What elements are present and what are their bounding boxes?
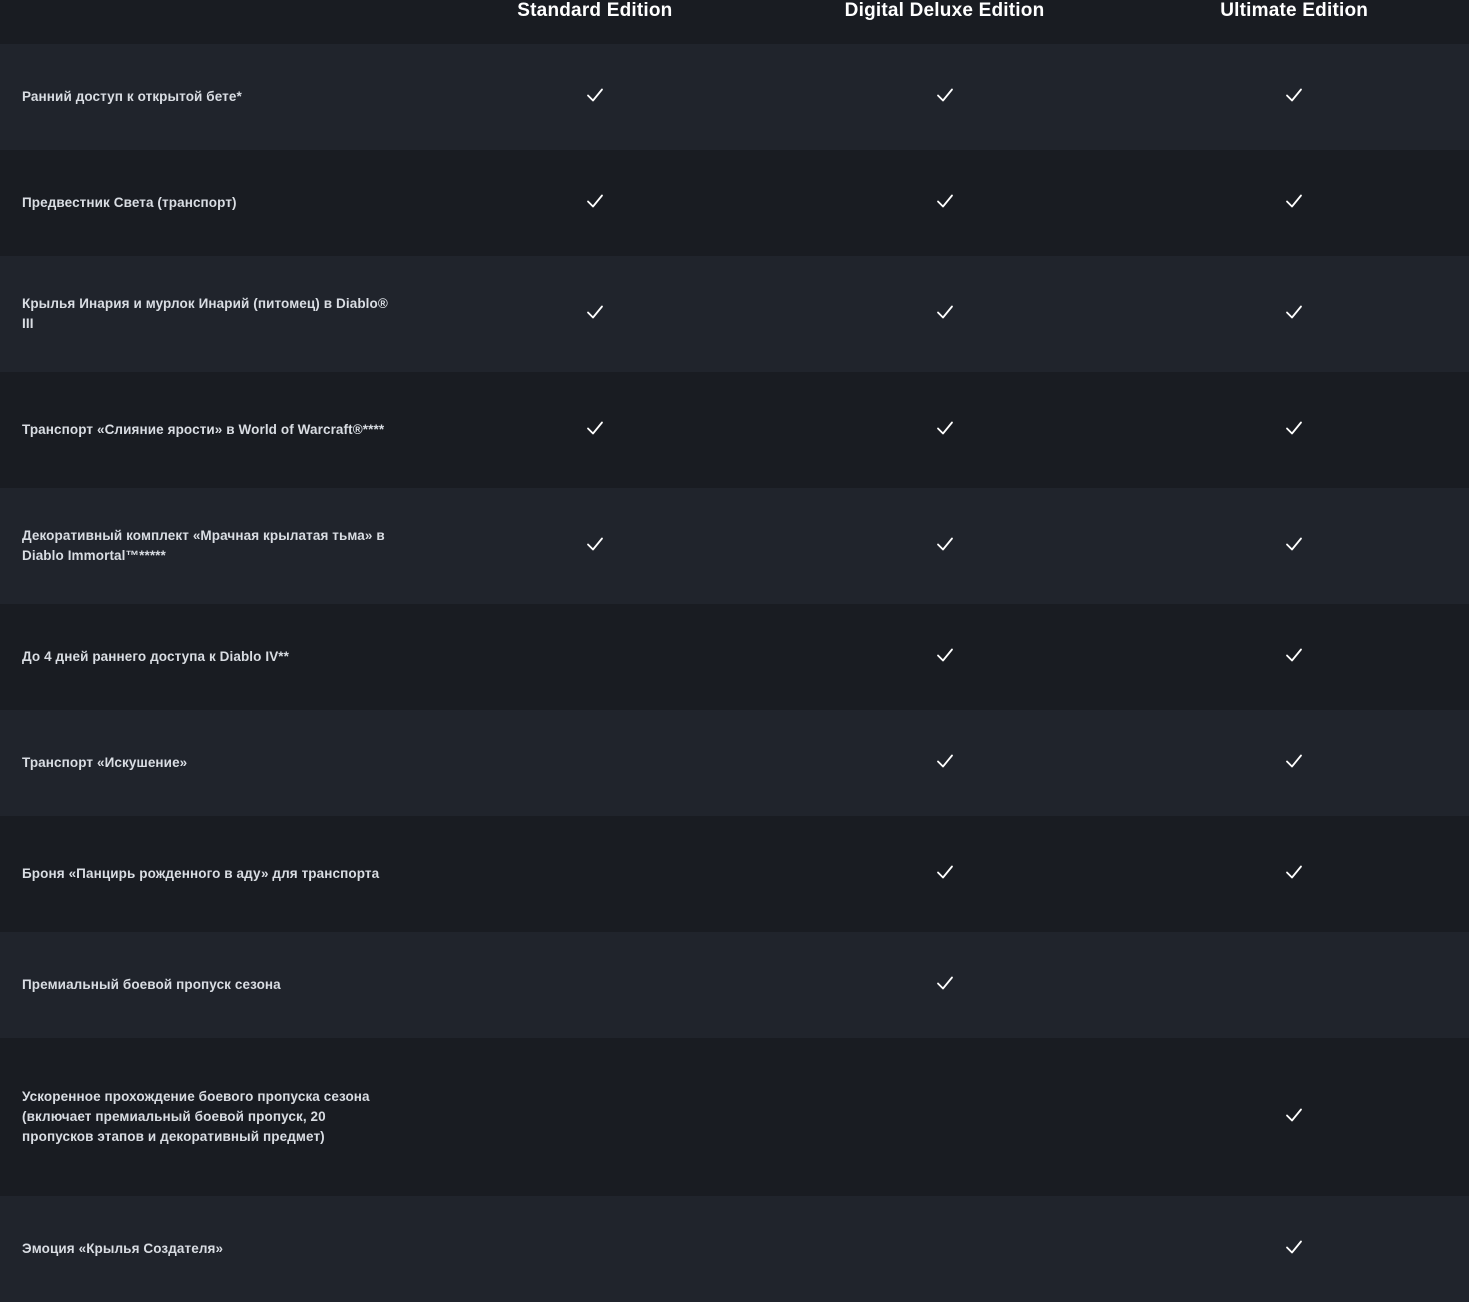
check-icon [934, 861, 956, 883]
cell-ultimate [1119, 710, 1469, 816]
feature-label: До 4 дней раннего доступа к Diablo IV** [22, 648, 290, 664]
table-header [0, 0, 1469, 44]
cell-standard [420, 932, 770, 1038]
cell-deluxe [770, 1196, 1120, 1302]
cell-deluxe [770, 488, 1120, 604]
cell-ultimate [1119, 150, 1469, 256]
table-row [0, 256, 1469, 372]
check-icon [1283, 861, 1305, 883]
cell-ultimate [1119, 932, 1469, 1038]
check-icon [1283, 533, 1305, 555]
cell-standard [420, 372, 770, 488]
cell-deluxe [770, 932, 1120, 1038]
cell-ultimate [1119, 1196, 1469, 1302]
cell-standard [420, 1196, 770, 1302]
check-icon [934, 533, 956, 555]
edition-header-deluxe: Digital Deluxe Edition [770, 0, 1120, 44]
table-header-row [0, 0, 1469, 44]
cell-standard [420, 256, 770, 372]
cell-standard [420, 710, 770, 816]
table-row [0, 150, 1469, 256]
table-row [0, 1038, 1469, 1196]
cell-standard [420, 604, 770, 710]
edition-header-standard: Standard Edition [420, 0, 770, 44]
check-icon [584, 417, 606, 439]
check-icon [1283, 1104, 1305, 1126]
cell-deluxe [770, 604, 1120, 710]
cell-ultimate [1119, 816, 1469, 932]
check-icon [934, 644, 956, 666]
cell-deluxe [770, 710, 1120, 816]
check-icon [584, 301, 606, 323]
table-row [0, 488, 1469, 604]
cell-standard [420, 44, 770, 150]
feature-label: Предвестник Света (транспорт) [22, 194, 237, 210]
table-body [0, 44, 1469, 1302]
table-row [0, 710, 1469, 816]
cell-ultimate [1119, 488, 1469, 604]
cell-standard [420, 816, 770, 932]
feature-label: Броня «Панцирь рожденного в аду» для транспорта [22, 865, 380, 881]
edition-header-ultimate: Ultimate Edition [1119, 0, 1469, 44]
cell-ultimate [1119, 44, 1469, 150]
check-icon [934, 301, 956, 323]
cell-standard [420, 488, 770, 604]
table-row [0, 816, 1469, 932]
check-icon [934, 417, 956, 439]
check-icon [1283, 84, 1305, 106]
table-row [0, 604, 1469, 710]
check-icon [1283, 301, 1305, 323]
check-icon [934, 84, 956, 106]
cell-deluxe [770, 256, 1120, 372]
feature-label: Транспорт «Слияние ярости» в World of Warcraft®**** [22, 421, 385, 437]
cell-deluxe [770, 816, 1120, 932]
check-icon [1283, 1236, 1305, 1258]
cell-deluxe [770, 150, 1120, 256]
cell-deluxe [770, 1038, 1120, 1196]
cell-ultimate [1119, 1038, 1469, 1196]
feature-label: Крылья Инария и мурлок Инарий (питомец) в Diablo® III [22, 295, 388, 331]
feature-label: Ранний доступ к открытой бете* [22, 88, 242, 104]
feature-label: Эмоция «Крылья Создателя» [22, 1240, 224, 1256]
check-icon [934, 190, 956, 212]
check-icon [1283, 417, 1305, 439]
cell-standard [420, 1038, 770, 1196]
feature-label: Транспорт «Искушение» [22, 754, 188, 770]
table-row [0, 372, 1469, 488]
cell-deluxe [770, 372, 1120, 488]
feature-label: Ускоренное прохождение боевого пропуска сезона (включает премиальный боевой пропуск, 20 пропусков этапов и декоративный предмет) [22, 1088, 370, 1145]
table-row [0, 1196, 1469, 1302]
check-icon [1283, 190, 1305, 212]
feature-column-header [0, 0, 420, 44]
table-row [0, 932, 1469, 1038]
check-icon [584, 190, 606, 212]
check-icon [934, 972, 956, 994]
check-icon [584, 84, 606, 106]
check-icon [1283, 644, 1305, 666]
feature-label: Премиальный боевой пропуск сезона [22, 976, 281, 992]
cell-ultimate [1119, 256, 1469, 372]
check-icon [1283, 750, 1305, 772]
check-icon [584, 533, 606, 555]
cell-deluxe [770, 44, 1120, 150]
cell-ultimate [1119, 372, 1469, 488]
cell-ultimate [1119, 604, 1469, 710]
cell-standard [420, 150, 770, 256]
table-row [0, 44, 1469, 150]
feature-label: Декоративный комплект «Мрачная крылатая тьма» в Diablo Immortal™***** [22, 527, 385, 563]
check-icon [934, 750, 956, 772]
